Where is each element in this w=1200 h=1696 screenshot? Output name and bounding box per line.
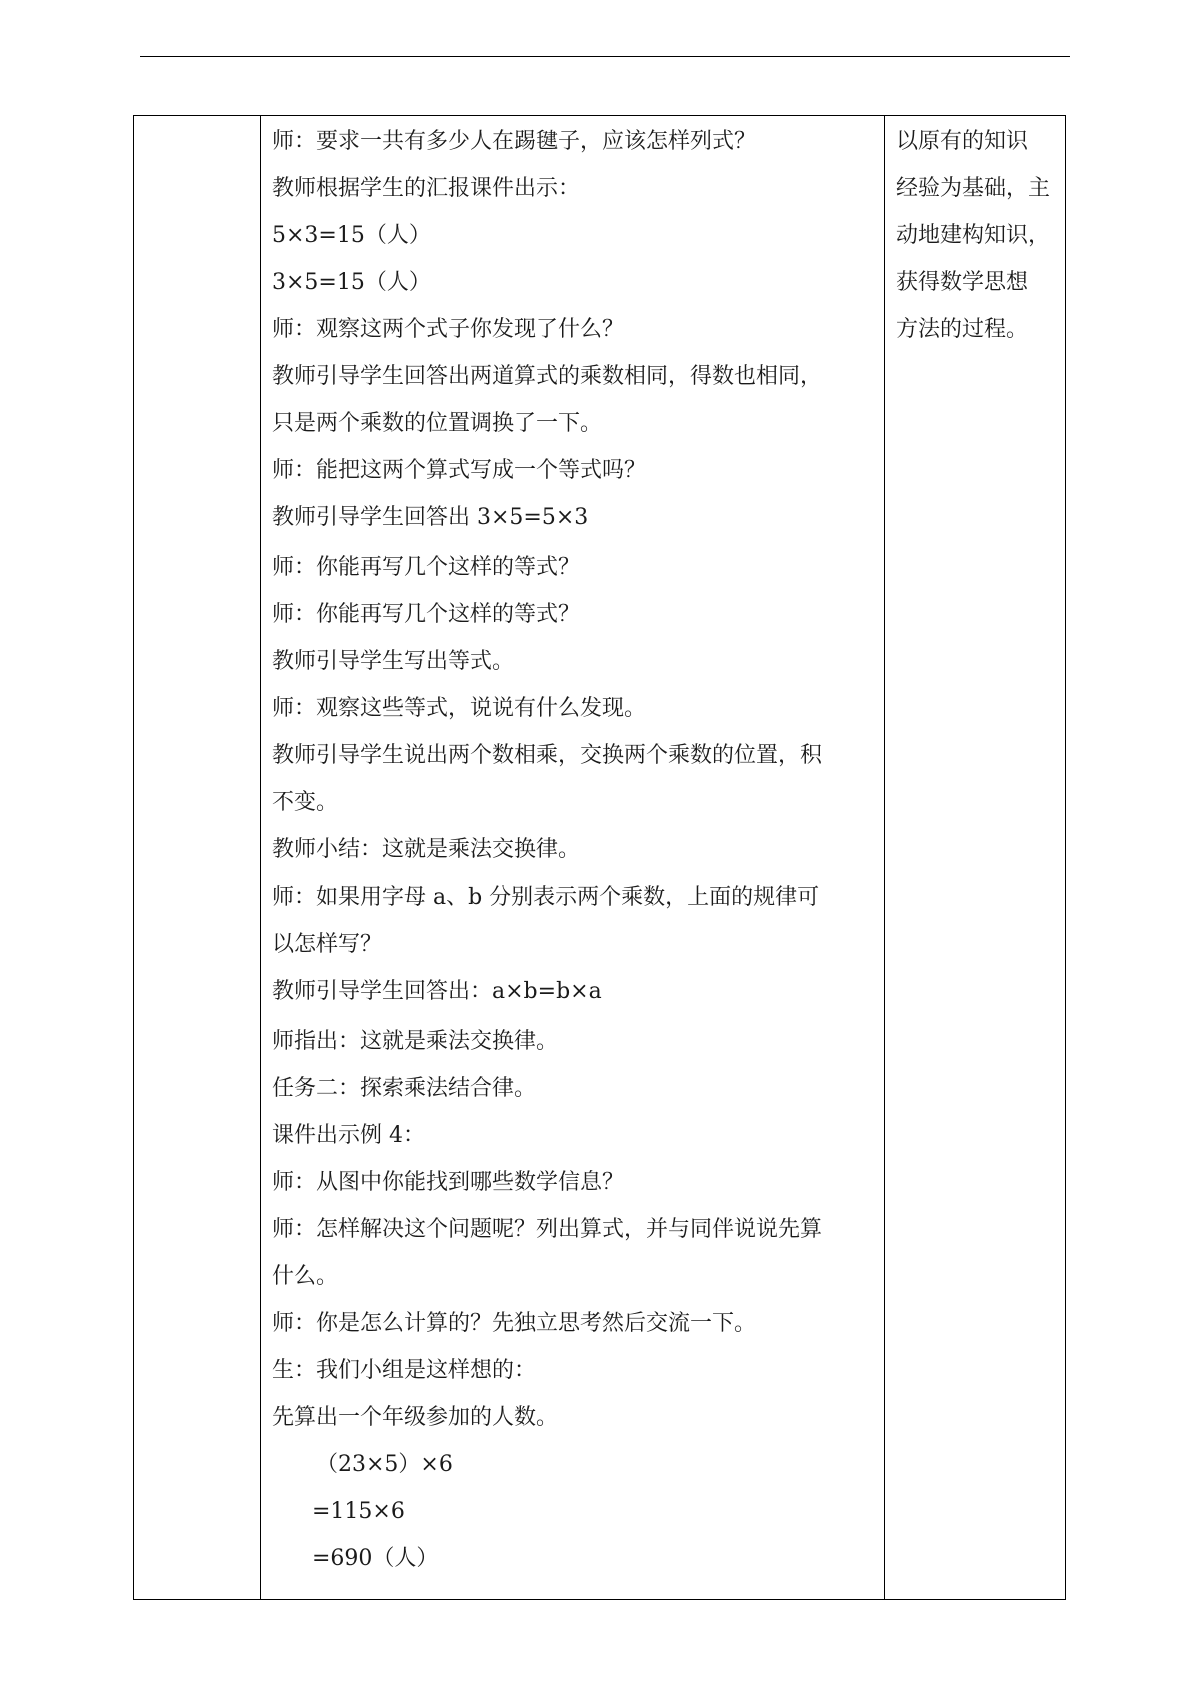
text-line: 教师引导学生回答出两道算式的乘数相同，得数也相同，: [272, 364, 823, 389]
header-rule: [140, 56, 1070, 57]
text-line: 师：你是怎么计算的？先独立思考然后交流一下。: [272, 1311, 757, 1336]
text-line: 只是两个乘数的位置调换了一下。: [272, 411, 603, 436]
text-line: 什么。: [272, 1264, 339, 1289]
text-line: 教师引导学生回答出：a×b=b×a: [272, 979, 602, 1004]
text-line: 教师根据学生的汇报课件出示：: [272, 176, 581, 201]
text-line: 师：观察这两个式子你发现了什么？: [272, 317, 625, 342]
text-line: 师：你能再写几个这样的等式？: [272, 555, 581, 580]
note-line: 经验为基础，主: [896, 176, 1051, 201]
text-line: 师：你能再写几个这样的等式？: [272, 602, 581, 627]
note-line: 方法的过程。: [896, 317, 1029, 342]
column-divider: [884, 116, 885, 1599]
column-divider: [260, 116, 261, 1599]
text-line: 生：我们小组是这样想的：: [272, 1358, 537, 1383]
note-line: 获得数学思想: [896, 270, 1029, 295]
text-line: 师：能把这两个算式写成一个等式吗？: [272, 458, 647, 483]
text-line: 师：怎样解决这个问题呢？列出算式，并与同伴说说先算: [272, 1217, 823, 1242]
text-line: 教师小结：这就是乘法交换律。: [272, 837, 581, 862]
text-line: 教师引导学生写出等式。: [272, 649, 515, 674]
text-line: 教师引导学生说出两个数相乘，交换两个乘数的位置，积: [272, 743, 823, 768]
calculation-step: =115×6: [312, 1499, 405, 1524]
note-line: 以原有的知识: [896, 129, 1029, 154]
calculation-step: =690（人）: [312, 1546, 439, 1571]
empty-section-cell: [134, 116, 260, 1599]
formula-line: 3×5=15（人）: [272, 270, 431, 295]
lesson-table: [133, 115, 1066, 1600]
text-line: 不变。: [272, 790, 339, 815]
text-line: 教师引导学生回答出 3×5=5×3: [272, 505, 589, 530]
text-line: 先算出一个年级参加的人数。: [272, 1405, 559, 1430]
text-line: 师指出：这就是乘法交换律。: [272, 1029, 559, 1054]
note-line: 动地建构知识，: [896, 223, 1051, 248]
text-line: 师：观察这些等式，说说有什么发现。: [272, 696, 647, 721]
task-heading: 任务二：探索乘法结合律。: [272, 1076, 537, 1101]
text-line: 师：如果用字母 a、b 分别表示两个乘数，上面的规律可: [272, 885, 820, 910]
text-line: 课件出示例 4：: [272, 1123, 425, 1148]
formula-line: 5×3=15（人）: [272, 223, 431, 248]
calculation-step: （23×5）×6: [316, 1452, 453, 1477]
text-line: 师：要求一共有多少人在踢毽子，应该怎样列式？: [272, 129, 757, 154]
text-line: 师：从图中你能找到哪些数学信息？: [272, 1170, 625, 1195]
text-line: 以怎样写？: [272, 932, 383, 957]
